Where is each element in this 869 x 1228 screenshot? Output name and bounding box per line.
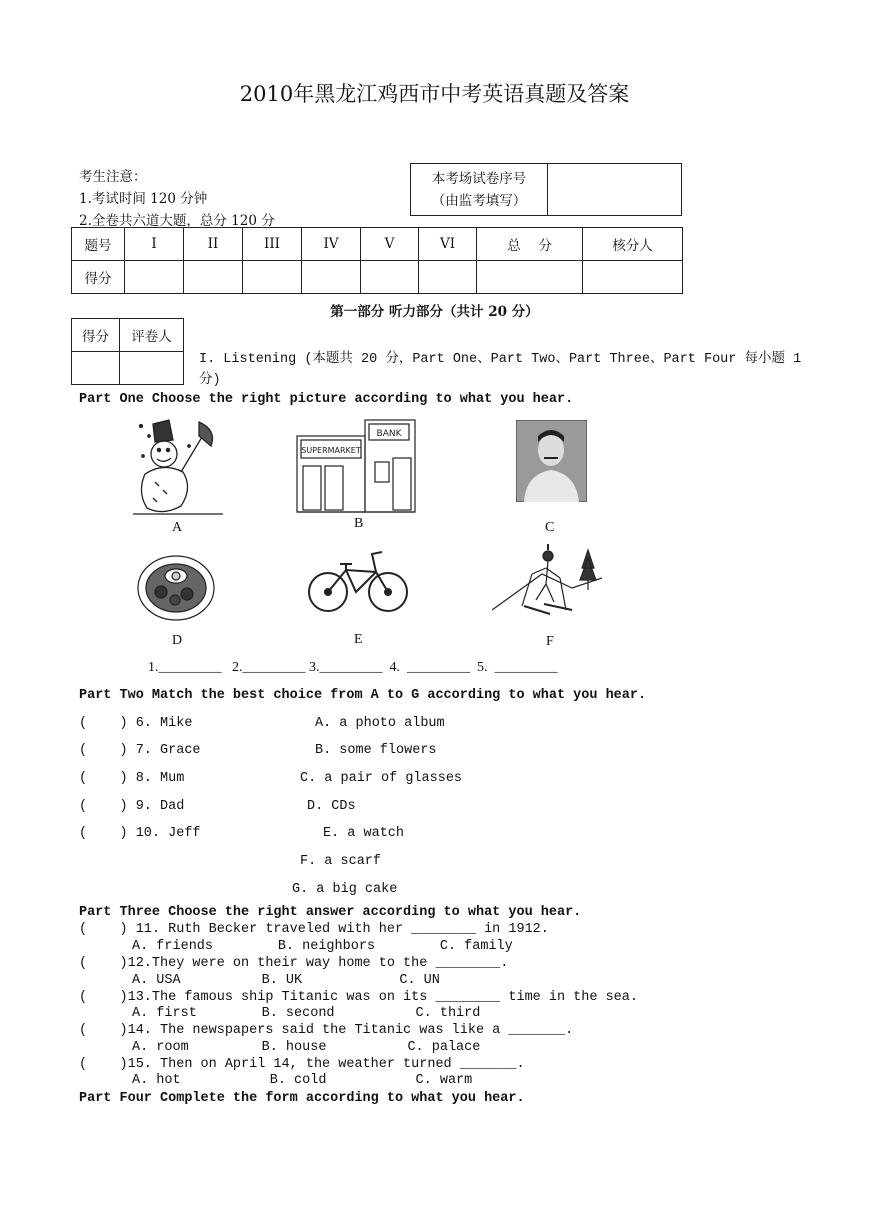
- picture-label: E: [354, 632, 363, 647]
- food-bowl-icon: [135, 554, 217, 622]
- picture-label: C: [545, 520, 555, 535]
- score-cell[interactable]: [583, 261, 683, 294]
- match-choice: A. a photo album: [315, 716, 445, 731]
- listening-intro-cont: 分): [199, 373, 221, 388]
- score-header: IV: [302, 228, 361, 261]
- bank-sign: BANK: [376, 429, 402, 439]
- part-two-instruction: Part Two Match the best choice from A to G according to what you hear.: [79, 688, 647, 703]
- score-header: 核分人: [583, 228, 683, 261]
- match-choice: F. a scarf: [300, 854, 382, 869]
- portrait-photo-icon: [516, 420, 587, 502]
- picture-label: A: [172, 520, 183, 535]
- grader-score-label: 得分: [72, 319, 120, 352]
- score-row-label: 得分: [72, 261, 125, 294]
- supermarket-sign: SUPERMARKET: [301, 446, 361, 455]
- page-title: 2010年黑龙江鸡西市中考英语真题及答案: [239, 82, 630, 106]
- score-cell[interactable]: [243, 261, 302, 294]
- seq-input-cell[interactable]: [548, 164, 682, 216]
- mc-question: ( )13.The famous ship Titanic was on its ________ time in the sea.: [79, 990, 638, 1005]
- grader-score-cell[interactable]: [72, 352, 120, 385]
- score-table: [71, 227, 683, 294]
- skier-icon: [492, 544, 602, 622]
- mc-options: A. friends B. neighbors C. family: [132, 939, 513, 954]
- match-question: ( ) 10. Jeff: [79, 826, 201, 841]
- grader-name-cell[interactable]: [120, 352, 184, 385]
- score-header: III: [243, 228, 302, 261]
- bicycle-icon: [306, 548, 410, 614]
- match-choice: B. some flowers: [315, 743, 437, 758]
- score-cell[interactable]: [125, 261, 184, 294]
- mc-options: A. room B. house C. palace: [132, 1040, 481, 1055]
- match-choice: C. a pair of glasses: [300, 771, 463, 786]
- part-three-instruction: Part Three Choose the right answer according to what you hear.: [79, 905, 582, 920]
- match-question: ( ) 9. Dad: [79, 799, 185, 814]
- snowman-icon: [133, 416, 223, 518]
- mc-question: ( ) 11. Ruth Becker traveled with her ________ in 1912.: [79, 922, 549, 937]
- mc-question: ( )14. The newspapers said the Titanic was like a _______.: [79, 1023, 574, 1038]
- match-question: ( ) 8. Mum: [79, 771, 185, 786]
- answer-blanks[interactable]: 1._________ 2._________ 3._________ 4. _________ 5. _________: [148, 660, 558, 675]
- part-one-instruction: Part One Choose the right picture according to what you hear.: [79, 392, 574, 407]
- match-choice: G. a big cake: [292, 882, 398, 897]
- seq-number-box: [410, 163, 682, 216]
- match-question: ( ) 7. Grace: [79, 743, 201, 758]
- notice-item: 1.考试时间 120 分钟: [79, 191, 208, 207]
- seq-sublabel: （由监考填写）: [431, 192, 527, 209]
- score-cell[interactable]: [302, 261, 361, 294]
- notice-heading: 考生注意：: [79, 169, 147, 185]
- score-header: V: [361, 228, 419, 261]
- mc-options: A. first B. second C. third: [132, 1006, 481, 1021]
- grader-box: [71, 318, 184, 385]
- score-cell[interactable]: [419, 261, 477, 294]
- score-header: I: [125, 228, 184, 261]
- picture-label: D: [172, 633, 183, 648]
- score-cell[interactable]: [184, 261, 243, 294]
- picture-label: B: [354, 516, 364, 531]
- seq-label: 本考场试卷序号: [431, 170, 527, 187]
- mc-options: A. hot B. cold C. warm: [132, 1073, 473, 1088]
- score-header: 总 分: [477, 228, 583, 261]
- mc-options: A. USA B. UK C. UN: [132, 973, 440, 988]
- supermarket-bank-icon: [295, 418, 417, 514]
- score-cell[interactable]: [477, 261, 583, 294]
- score-header: 题号: [72, 228, 125, 261]
- score-cell[interactable]: [361, 261, 419, 294]
- score-header: VI: [419, 228, 477, 261]
- score-header: II: [184, 228, 243, 261]
- match-choice: D. CDs: [307, 799, 356, 814]
- picture-label: F: [546, 634, 554, 649]
- mc-question: ( )15. Then on April 14, the weather turned _______.: [79, 1057, 525, 1072]
- part-four-instruction: Part Four Complete the form according to what you hear.: [79, 1091, 525, 1106]
- mc-question: ( )12.They were on their way home to the ________.: [79, 956, 509, 971]
- notice-item: 2.全卷共六道大题，总分 120 分: [79, 213, 275, 229]
- match-choice: E. a watch: [323, 826, 405, 841]
- match-question: ( ) 6. Mike: [79, 716, 193, 731]
- listening-intro: I. Listening (本题共 20 分，Part One、Part Two、Part Three、Part Four 每小题 1: [199, 352, 802, 367]
- grader-name-label: 评卷人: [120, 319, 184, 352]
- section-heading: 第一部分 听力部分（共计 20 分）: [330, 304, 539, 320]
